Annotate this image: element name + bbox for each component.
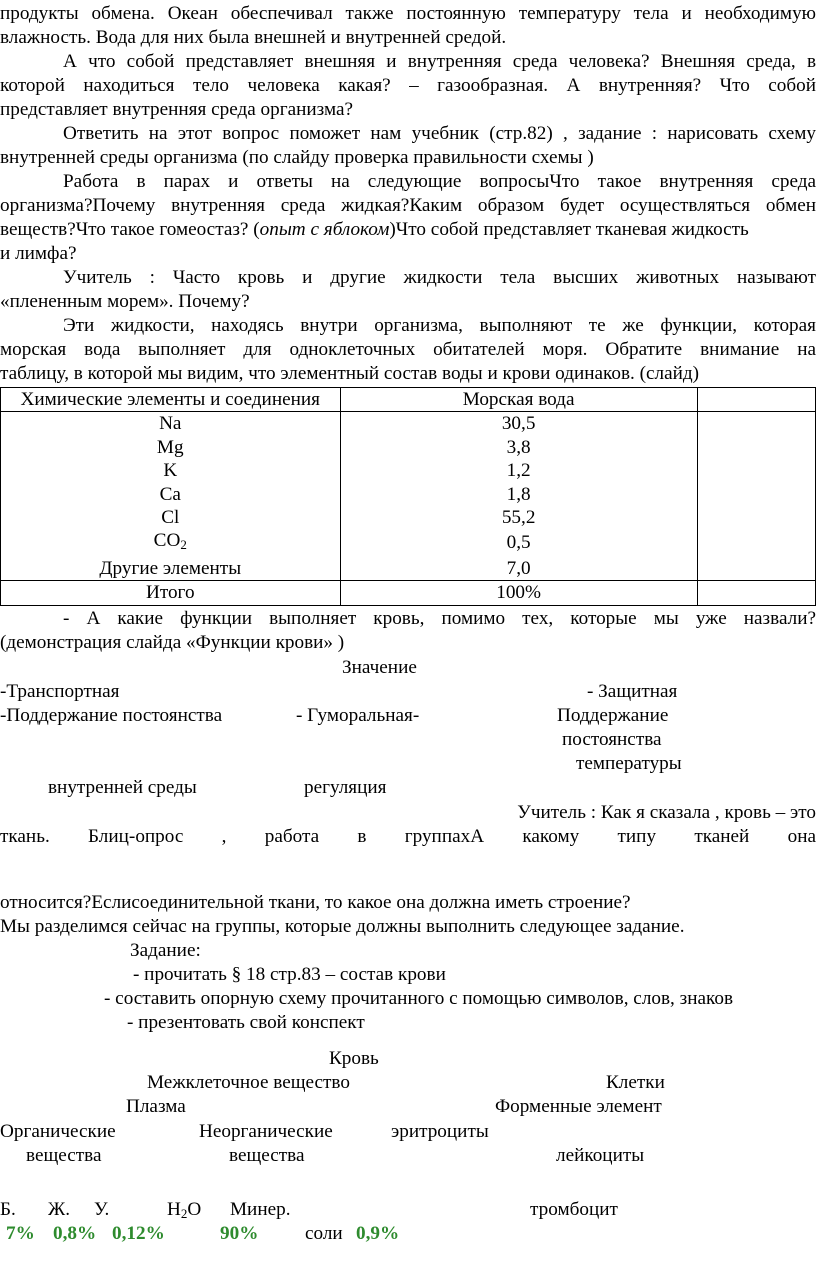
scheme-abbr: Минер. (230, 1199, 291, 1220)
table-cell: Mg (1, 436, 341, 459)
scheme-node: Форменные элемент (495, 1096, 662, 1117)
scheme-node: вещества (26, 1145, 102, 1166)
text-line: продукты обмена. Океан обеспечивал также постоянную температуру тела и необходимую (0, 3, 816, 24)
table-row (1, 412, 816, 436)
task-heading: Задание: (130, 940, 201, 961)
scheme-node: Межклеточное вещество (147, 1072, 350, 1093)
percent-value: 0,12% (112, 1223, 165, 1244)
text-line: ткань. Блиц-опрос , работа в группахА какому типу тканей она (0, 826, 816, 847)
scheme-node: эритроциты (391, 1121, 489, 1142)
table-cell: 0,5 (340, 529, 697, 556)
table-row (1, 436, 816, 459)
table-total-row (1, 581, 816, 605)
table-cell: Ca (1, 483, 341, 506)
text-line: и лимфа? (0, 243, 77, 264)
text-segment: )Что собой представляет тканевая жидкость (389, 219, 749, 240)
percent-value: 7% (6, 1223, 35, 1244)
table-cell: K (1, 459, 341, 482)
scheme-node: лейкоциты (556, 1145, 645, 1166)
table-cell: Cl (1, 506, 341, 529)
text-item: Поддержание (557, 705, 669, 726)
text-line: относится?Еслисоединительной ткани, то какое она должна иметь строение? (0, 892, 631, 913)
table-row (1, 459, 816, 482)
text-line: организма?Почему внутренняя среда жидкая?Каким образом будет осуществляться обмен (0, 195, 816, 216)
scheme-node: Плазма (126, 1096, 186, 1117)
text-segment: веществ?Что такое гомеостаз? ( (0, 219, 260, 240)
task-item: - прочитать § 18 стр.83 – состав крови (133, 964, 446, 985)
table-cell: 1,2 (340, 459, 697, 482)
text-line: Учитель : Как я сказала , кровь – это (517, 802, 816, 823)
scheme-node: Органические (0, 1121, 116, 1142)
table-header (697, 388, 815, 412)
text-item: постоянства (562, 729, 662, 750)
text-line: морская вода выполняет для одноклеточных обитателей моря. Обратите внимание на (0, 339, 816, 360)
task-item: - презентовать свой конспект (127, 1012, 365, 1033)
text-line: таблицу, в которой мы видим, что элементный состав воды и крови одинаков. (слайд) (0, 363, 700, 384)
table-row (1, 483, 816, 506)
scheme-title: Значение (342, 657, 417, 678)
scheme-node-blood: Кровь (329, 1048, 379, 1069)
text-line: «плененным морем». Почему? (0, 291, 250, 312)
text-item: - Гуморальная- (296, 705, 420, 726)
text-item: регуляция (304, 777, 387, 798)
table-cell: 100% (340, 581, 697, 605)
scheme-abbr: Б. (0, 1199, 16, 1220)
scheme-node: Неорганические (199, 1121, 333, 1142)
text-item: -Поддержание постоянства (0, 705, 223, 726)
scheme-abbr: Ж. (48, 1199, 70, 1220)
table-cell (697, 581, 815, 605)
table-cell: Na (1, 412, 341, 436)
scheme-abbr: соли (305, 1223, 343, 1244)
formula-co: CO (153, 530, 181, 552)
scheme-node: Клетки (606, 1072, 665, 1093)
text-line: - А какие функции выполняет кровь, помимо тех, которые мы уже назвали? (63, 608, 816, 629)
text-item: - Защитная (587, 681, 678, 702)
text-line: Работа в парах и ответы на следующие вопросыЧто такое внутренняя среда (63, 171, 816, 192)
formula-h: H (167, 1199, 181, 1220)
table-cell: 7,0 (340, 557, 697, 581)
text-line: (демонстрация слайда «Функции крови» ) (0, 632, 345, 653)
formula-o: O (187, 1199, 202, 1220)
table-row (1, 557, 816, 581)
table-cell: Итого (1, 581, 341, 605)
table-cell (697, 412, 815, 581)
text-line: внутренней среды организма (по слайду проверка правильности схемы ) (0, 147, 594, 168)
text-item: внутренней среды (48, 777, 197, 798)
text-item: -Транспортная (0, 681, 120, 702)
text-line: Эти жидкости, находясь внутри организма, выполняют те же функции, которая (63, 315, 816, 336)
formula-subscript: 2 (180, 537, 187, 553)
task-item: - составить опорную схему прочитанного с помощью символов, слов, знаков (104, 988, 734, 1009)
scheme-node: тромбоцит (530, 1199, 618, 1220)
table-cell: Другие элементы (1, 557, 341, 581)
text-line: Мы разделимся сейчас на группы, которые должны выполнить следующее задание. (0, 916, 685, 937)
scheme-node: вещества (229, 1145, 305, 1166)
text-line: которой находиться тело человека какая? – газообразная. А внутренняя? Что собой (0, 75, 816, 96)
text-line: А что собой представляет внешняя и внутренняя среда человека? Внешняя среда, в (63, 51, 816, 72)
table-cell: 3,8 (340, 436, 697, 459)
scheme-formula-h2o (167, 1198, 201, 1226)
text-line: Ответить на этот вопрос поможет нам учебник (стр.82) , задание : нарисовать схему (63, 123, 816, 144)
table-cell (1, 529, 341, 556)
table-row (1, 506, 816, 529)
scheme-abbr: У. (94, 1199, 110, 1220)
text-line: влажность. Вода для них была внешней и внутренней средой. (0, 27, 507, 48)
text-line: Учитель : Часто кровь и другие жидкости тела высших животных называют (63, 267, 816, 288)
table-cell: 55,2 (340, 506, 697, 529)
text-line (0, 218, 816, 242)
table-header: Химические элементы и соединения (1, 388, 341, 412)
table-header-row (1, 388, 816, 412)
table-cell: 30,5 (340, 412, 697, 436)
table-header: Морская вода (340, 388, 697, 412)
table-row (1, 529, 816, 556)
italic-text: опыт с яблоком (259, 219, 390, 240)
text-item: температуры (576, 753, 682, 774)
percent-value: 0,9% (356, 1223, 400, 1244)
percent-value: 90% (220, 1223, 259, 1244)
text-line: представляет внутренняя среда организма? (0, 99, 353, 120)
composition-table (0, 387, 816, 606)
percent-value: 0,8% (53, 1223, 97, 1244)
formula-subscript: 2 (180, 1206, 188, 1221)
table-cell: 1,8 (340, 483, 697, 506)
